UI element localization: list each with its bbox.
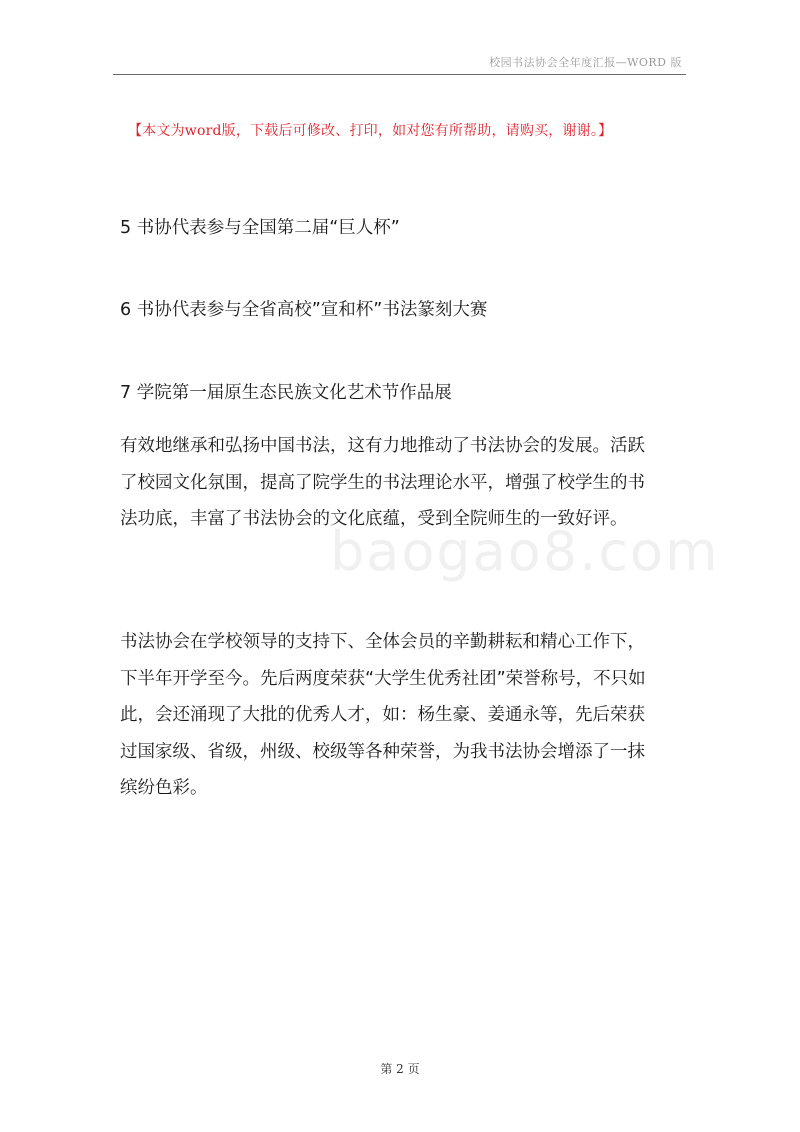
list-item: 5 书协代表参与全国第二届“巨人杯” — [120, 218, 400, 238]
page-number: 第 2 页 — [380, 1062, 420, 1076]
paragraph-achievements — [120, 624, 700, 807]
list-item: 7 学院第一届原生态民族文化艺术节作品展 — [120, 383, 452, 403]
header-divider — [113, 74, 686, 75]
paragraph-evaluation — [120, 428, 700, 538]
document-header-title: 校园书法协会全年度汇报—WORD 版 — [489, 56, 682, 69]
paragraph-line: 过国家级、省级，州级、校级等各种荣誉，为我书法协会增添了一抹 — [120, 741, 645, 762]
paragraph-line: 下半年开学至今。先后两度荣获“大学生优秀社团”荣誉称号，不只如 — [120, 668, 646, 689]
paragraph-line: 法功底，丰富了书法协会的文化底蕴，受到全院师生的一致好评。 — [120, 509, 628, 529]
list-item: 6 书协代表参与全省高校”宣和杯”书法篆刻大赛 — [120, 300, 488, 320]
watermark: baogao8.com — [330, 520, 720, 583]
paragraph-line: 缤纷色彩。 — [120, 778, 208, 798]
paragraph-line: 此，会还涌现了大批的优秀人才，如：杨生豪、姜通永等，先后荣获 — [120, 705, 645, 725]
purchase-notice: 【本文为word版，下载后可修改、打印，如对您有所帮助，请购买，谢谢。】 — [128, 123, 613, 139]
paragraph-line: 了校园文化氛围，提高了院学生的书法理论水平，增强了校学生的书 — [120, 472, 645, 493]
paragraph-line: 书法协会在学校领导的支持下、全体会员的辛勤耕耘和精心工作下， — [120, 632, 645, 652]
paragraph-line: 有效地继承和弘扬中国书法，这有力地推动了书法协会的发展。活跃 — [120, 436, 645, 456]
